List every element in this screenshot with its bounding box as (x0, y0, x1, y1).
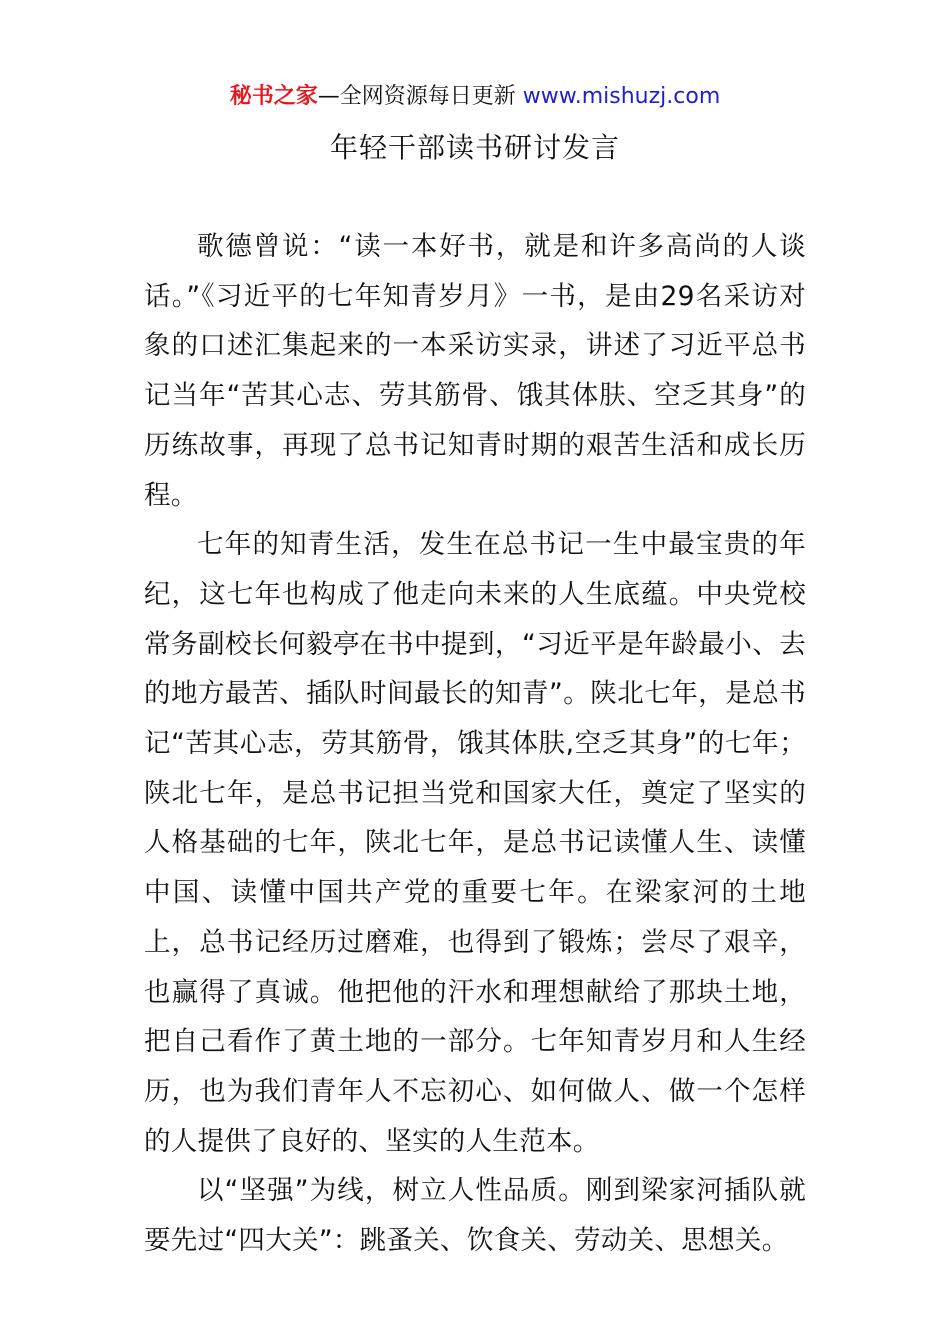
paragraph-3: 以“坚强”为线，树立人性品质。刚到梁家河插队就要先过“四大关”：跳蚤关、饮食关、劳动关、思想关。 (144, 1175, 806, 1257)
brand-name: 秘书之家 (229, 84, 318, 109)
site-url-link[interactable]: www.mishuzj.com (522, 84, 721, 109)
site-header (0, 80, 950, 114)
paragraph-1: 歌德曾说：“读一本好书，就是和许多高尚的人谈话。”《习近平的七年知青岁月》一书，是由29名采访对象的口述汇集起来的一本采访实录，讲述了习近平总书记当年“苦其心志、劳其筋骨、饿其体肤、空乏其身”的历练故事，再现了总书记知青时期的艰苦生活和成长历程。 (144, 231, 806, 511)
document-title: 年轻干部读书研讨发言 (329, 131, 620, 164)
paragraph-2: 七年的知青生活，发生在总书记一生中最宝贵的年纪，这七年也构成了他走向未来的人生底蕴。中央党校常务副校长何毅亭在书中提到，“习近平是年龄最小、去的地方最苦、插队时间最长的知青”。陕北七年，是总书记“苦其心志，劳其筋骨，饿其体肤,空乏其身”的七年；陕北七年，是总书记担当党和国家大任，奠定了坚实的人格基础的七年，陕北七年，是总书记读懂人生、读懂中国、读懂中国共产党的重要七年。在梁家河的土地上，总书记经历过磨难，也得到了锻炼；尝尽了艰辛，也赢得了真诚。他把他的汗水和理想献给了那块土地，把自己看作了黄土地的一部分。七年知青岁月和人生经历，也为我们青年人不忘初心、如何做人、做一个怎样的人提供了良好的、坚实的人生范本。 (144, 529, 806, 1157)
header-tagline: —全网资源每日更新 (317, 84, 523, 109)
document-body (144, 222, 806, 1266)
